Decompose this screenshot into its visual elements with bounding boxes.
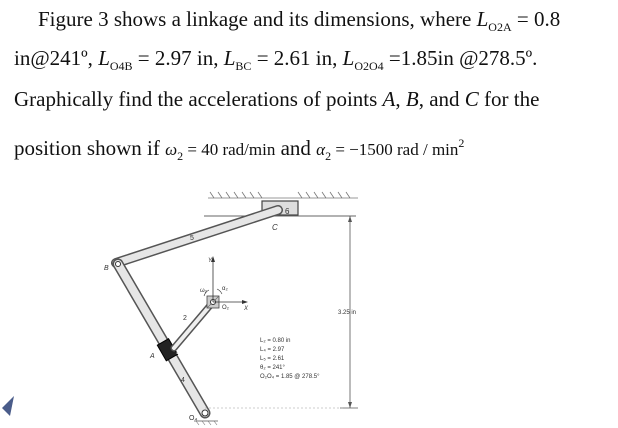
point-B-label: B (104, 265, 109, 272)
problem-text: , (395, 87, 406, 111)
ground-hatching-top (208, 192, 358, 198)
problem-text: for the (478, 87, 540, 111)
specs-list (260, 338, 320, 380)
length-symbol: L (476, 7, 489, 31)
problem-text: =1.85in @278.5º. (383, 46, 538, 70)
problem-text: = 40 rad/min (183, 140, 276, 159)
spec-item: O₂O₄ = 1.85 @ 278.5° (260, 374, 320, 380)
spec-item: L₅ = 2.61 (260, 356, 285, 362)
problem-text: Graphically find the accelerations of points (14, 87, 383, 111)
link-4-label: 4 (181, 377, 185, 384)
link-5-label: 5 (190, 235, 194, 242)
omega-subscript: 2 (177, 149, 184, 163)
x-axis-label: X (244, 306, 249, 312)
length-subscript: BC (235, 59, 252, 73)
length-symbol: L (223, 46, 236, 70)
spec-item: θ₂ = 241° (260, 365, 285, 371)
spec-item: L₂ = 0.80 in (260, 338, 291, 344)
problem-text: = 2.61 in, (251, 46, 343, 70)
exponent: 2 (458, 136, 465, 150)
link-2-label: 2 (183, 315, 187, 322)
pin-B (116, 262, 121, 267)
problem-text: and (275, 136, 317, 160)
problem-text: = 0.8 (511, 7, 561, 31)
problem-text: Figure 3 shows a linkage and its dimensions, where (38, 7, 477, 31)
linkage-figure (0, 168, 618, 428)
problem-line-1 (38, 6, 560, 40)
problem-text: position shown if (14, 136, 166, 160)
spec-item: L₄ = 2.97 (260, 347, 285, 353)
problem-text: in@241º, (14, 46, 99, 70)
point-A-label: A (150, 353, 155, 360)
point-symbol: A (382, 87, 396, 111)
alpha-label: α₂ (222, 286, 228, 292)
length-symbol: L (98, 46, 110, 70)
length-subscript: O4B (109, 59, 133, 73)
link-6-label: 6 (285, 207, 290, 216)
O2-label: O₂ (222, 305, 229, 311)
problem-line-2 (14, 45, 537, 79)
problem-text: , and (418, 87, 465, 111)
length-symbol: L (342, 46, 355, 70)
problem-line-4 (14, 130, 464, 169)
omega-label: ω₂ (200, 288, 208, 294)
O4-label: O₄ (189, 415, 198, 422)
alpha-symbol: α (316, 140, 326, 159)
length-subscript: O2A (488, 20, 512, 34)
problem-text: = −1500 rad / min (331, 140, 459, 159)
dimension-height-label: 3.25 in (338, 310, 357, 316)
point-C-label: C (272, 223, 278, 232)
problem-line-3 (14, 86, 539, 112)
link-3-label: 3 (176, 349, 180, 356)
point-symbol: C (464, 87, 479, 111)
alpha-subscript: 2 (325, 149, 332, 163)
length-subscript: O2O4 (354, 59, 384, 73)
point-symbol: B (405, 87, 419, 111)
corner-mark-icon (2, 396, 14, 416)
problem-text: = 2.97 in, (132, 46, 224, 70)
omega-symbol: ω (165, 140, 178, 159)
y-axis-label: Y (208, 258, 213, 264)
